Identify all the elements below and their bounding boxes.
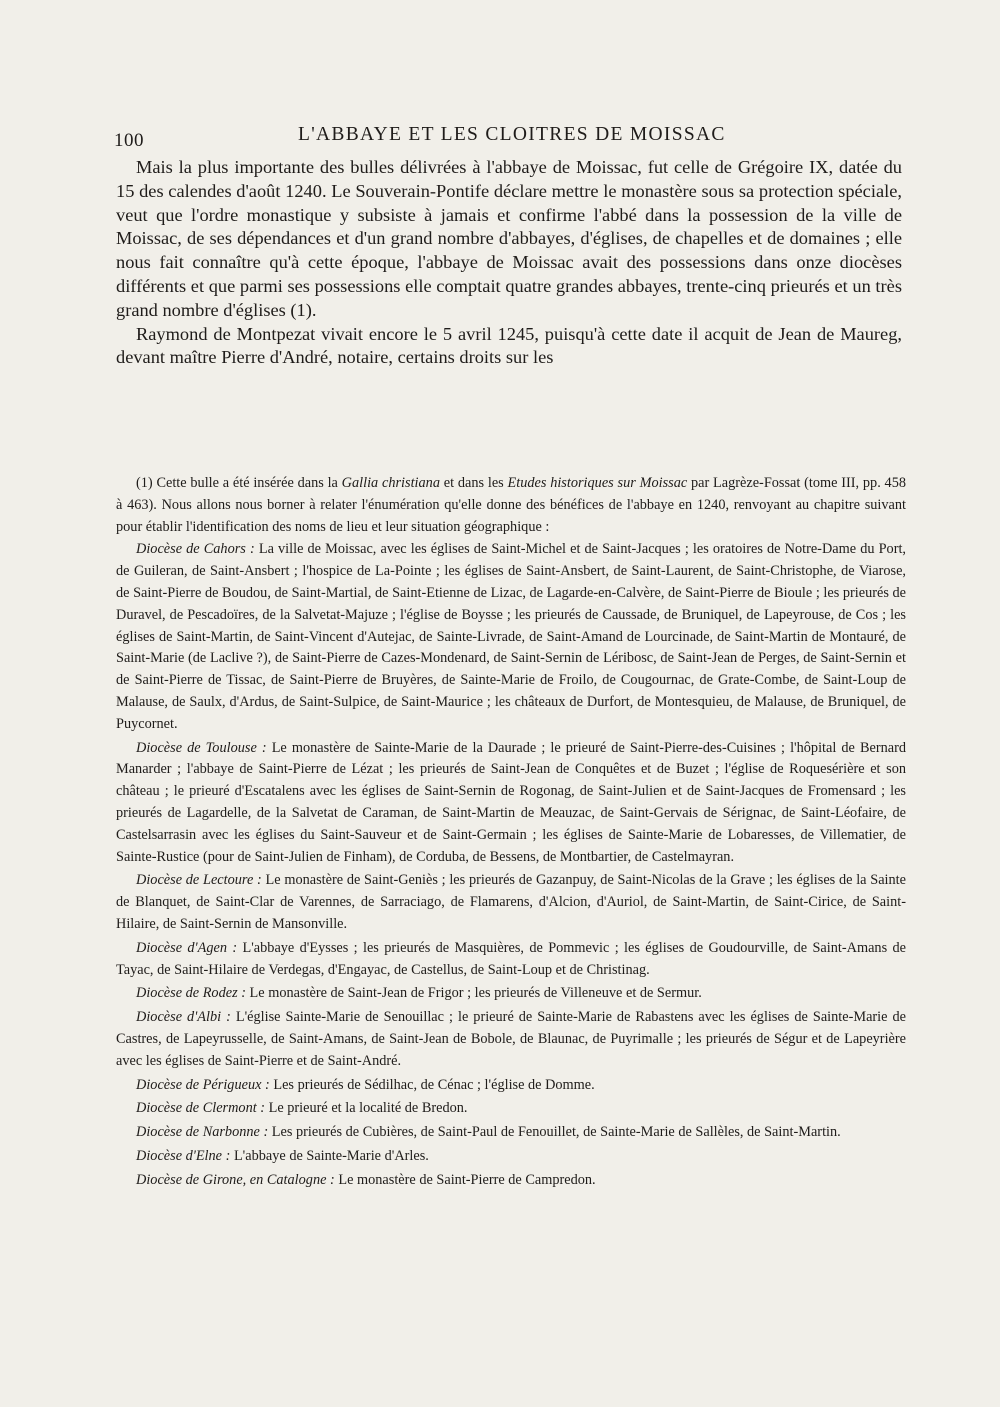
diocese-elne [116, 1146, 906, 1168]
footnote-title-etudes: Etudes historiques sur Moissac [507, 475, 688, 491]
running-title: L'ABBAYE ET LES CLOITRES DE MOISSAC [298, 124, 726, 145]
diocese-label: Diocèse de Périgueux : [136, 1076, 270, 1093]
diocese-rodez [116, 983, 906, 1005]
diocese-text: Le monastère de Saint-Pierre de Campredon. [334, 1171, 596, 1188]
paragraph-raymond: Raymond de Montpezat vivait encore le 5 avril 1245, puisqu'à cette date il acquit de Jean de Maureg, devant maître Pierre d'André, notaire, certains droits sur les [116, 323, 902, 368]
diocese-text: Les prieurés de Sédilhac, de Cénac ; l'église de Domme. [269, 1076, 595, 1093]
diocese-label: Diocèse de Clermont : [136, 1100, 266, 1117]
diocese-label: Diocèse de Narbonne : [136, 1124, 269, 1141]
diocese-perigueux [116, 1075, 906, 1097]
footnote-intro [116, 473, 906, 538]
diocese-text: L'église Sainte-Marie de Senouillac ; le prieuré de Sainte-Marie de Rabastens avec les églises de Sainte-Marie de Castres, de Lapeyrusselle, de Saint-Amans, de Saint-Jean de Bobole, de Blaunac, de Puyrimalle ; les prieurés de Ségur et de Lapeyrière avec les églises de Saint-Pierre et de Saint-André. [116, 1009, 907, 1069]
footnote-intro-text: par Lagrèze-Fossat (tome III, pp. 458 à 463). Nous allons nous borner à relater l'énumération qu'elle donne des bénéfices de l'abbaye en 1240, renvoyant au chapitre suivant pour établir l'identification des noms de lieu et leur situation géographique : [116, 475, 906, 535]
diocese-text: Le monastère de Sainte-Marie de la Daurade ; le prieuré de Saint-Pierre-des-Cuisines ; l'hôpital de Bernard Manarder ; l'abbaye de Saint-Pierre de Lézat ; les prieurés de Saint-Jean de Conquêtes et de Buzet ; l'église de Roquesérière et son château ; le prieuré d'Escatalens avec les églises de Saint-Sernin de Rogonag, de Saint-Julien et de Saint-Jacques de Fromensard ; les prieurés de Lagardelle, de la Salvetat de Caraman, de Saint-Martin de Meauzac, de Saint-Gervais de Sérignac, de Saint-Léofaire, de Castelsarrasin avec les églises du Saint-Sauveur et de Saint-Germain ; les églises de Sainte-Marie de Lobaresses, de Villematier, de Sainte-Rustice (pour de Saint-Julien de Finham), de Corduba, de Bessens, de Montbartier, de Castelmayran. [116, 739, 907, 865]
diocese-label: Diocèse de Girone, en Catalogne : [136, 1171, 335, 1188]
diocese-text: Le prieuré et la localité de Bredon. [265, 1100, 468, 1117]
footnote-block [116, 473, 906, 1192]
diocese-text: L'abbaye de Sainte-Marie d'Arles. [230, 1147, 429, 1164]
diocese-label: Diocèse de Rodez : [136, 985, 246, 1002]
diocese-label: Diocèse de Cahors : [136, 541, 255, 558]
paragraph-bulle: Mais la plus importante des bulles délivrées à l'abbaye de Moissac, fut celle de Grégoire IX, datée du 15 des calendes d'août 1240. Le Souverain-Pontife déclare mettre le monastère sous sa protection spéciale, veut que l'ordre monastique y subsiste à jamais et confirme l'abbé dans la possession de la ville de Moissac, de ses dépendances et d'un grand nombre d'abbayes, d'églises, de chapelles et de domaines ; elle nous fait connaître qu'à cette époque, l'abbaye de Moissac avait des possessions dans onze diocèses différents et que parmi ses possessions elle comptait quatre grandes abbayes, trente-cinq prieurés et un très grand nombre d'églises (1). [116, 157, 902, 320]
diocese-label: Diocèse de Lectoure : [136, 872, 262, 889]
diocese-text: Les prieurés de Cubières, de Saint-Paul de Fenouillet, de Sainte-Marie de Sallèles, de Saint-Martin. [268, 1124, 841, 1141]
diocese-clermont [116, 1098, 906, 1120]
footnote-intro-text: (1) Cette bulle a été insérée dans la [136, 475, 342, 491]
diocese-albi [116, 1007, 906, 1072]
diocese-text: L'abbaye d'Eysses ; les prieurés de Masquières, de Pommevic ; les églises de Goudourville, de Saint-Amans de Tayac, de Saint-Hilaire de Verdegas, d'Engayac, de Castellus, de Saint-Loup et de Christinag. [116, 939, 906, 978]
main-text [116, 156, 902, 370]
diocese-agen [116, 938, 906, 982]
diocese-toulouse [116, 738, 906, 869]
diocese-text: Le monastère de Saint-Jean de Frigor ; les prieurés de Villeneuve et de Sermur. [245, 985, 702, 1002]
footnote-intro-text: et dans les [439, 475, 508, 491]
diocese-label: Diocèse d'Agen : [136, 939, 238, 956]
diocese-label: Diocèse d'Albi : [136, 1009, 231, 1026]
diocese-girone [116, 1170, 906, 1192]
diocese-label: Diocèse de Toulouse : [136, 739, 267, 756]
diocese-label: Diocèse d'Elne : [136, 1147, 231, 1164]
diocese-narbonne [116, 1122, 906, 1144]
page-number: 100 [114, 130, 144, 151]
diocese-text: La ville de Moissac, avec les églises de Saint-Michel et de Saint-Jacques ; les oratoires de Notre-Dame du Port, de Guileran, de Saint-Ansbert ; l'hospice de La-Pointe ; les églises de Saint-Ansbert, de Saint-Laurent, de Saint-Christophe, de Viarose, de Saint-Pierre de Boudou, de Saint-Martial, de Saint-Etienne de Lizac, de Lagarde-en-Calvère, de Saint-Pierre de Bioule ; les prieurés de Duravel, de Pescadoïres, de la Salvetat-Majuze ; l'église de Boysse ; les prieurés de Caussade, de Bruniquel, de Lapeyrouse, de Cos ; les églises de Saint-Martin, de Saint-Vincent d'Autejac, de Sainte-Livrade, de Saint-Amand de Lourcinade, de Saint-Martin de Montauré, de Saint-Marie (de Laclive ?), de Saint-Pierre de Cazes-Mondenard, de Saint-Sernin de Léribosc, de Saint-Jean de Perges, de Saint-Sernin et de Saint-Pierre de Tissac, de Saint-Pierre de Bruyères, de Sainte-Marie de Froilo, de Cougournac, de Grate-Combe, de Saint-Loup de Malause, de Saulx, d'Ardus, de Saint-Sulpice, de Saint-Maurice ; les châteaux de Durfort, de Montesquieu, de Malause, de Bruniquel, de Puycornet. [116, 541, 906, 732]
diocese-text: Le monastère de Saint-Geniès ; les prieurés de Gazanpuy, de Saint-Nicolas de la Grave ; les églises de la Sainte de Blanquet, de Saint-Clar de Varennes, de Sarraciago, de Flamarens, d'Alcion, d'Auriol, de Saint-Martin, de Saint-Cirice, de Saint-Hilaire, de Saint-Sernin de Mansonville. [116, 872, 906, 932]
footnote-title-gallia: Gallia christiana [341, 475, 440, 491]
diocese-cahors [116, 539, 906, 735]
diocese-lectoure [116, 870, 906, 935]
